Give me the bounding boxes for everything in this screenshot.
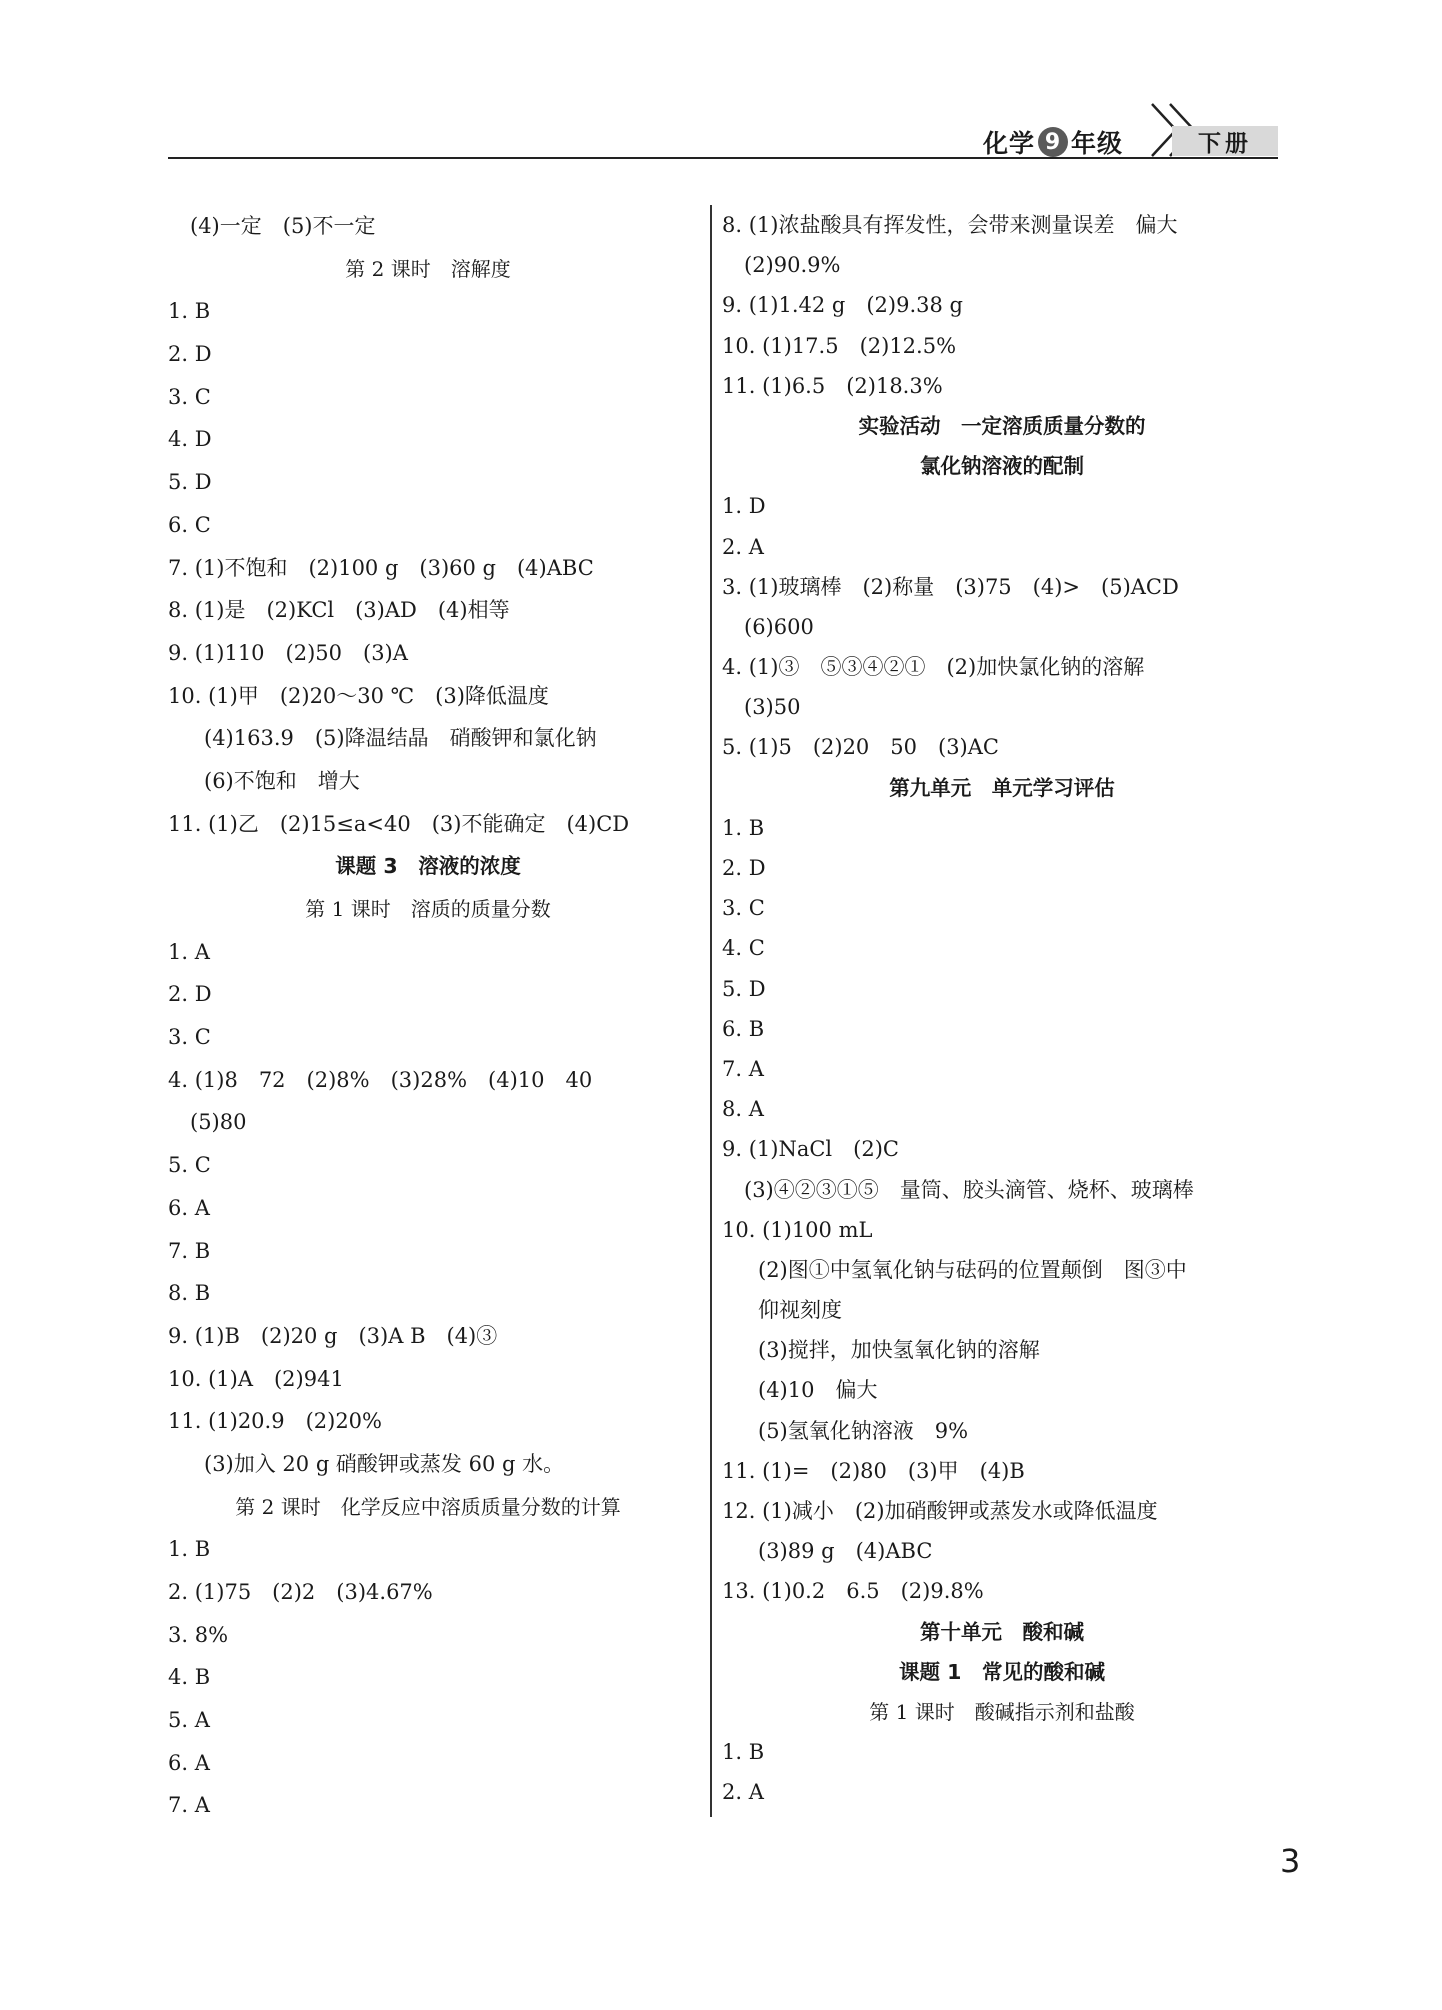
answer-line: (6)600 <box>744 614 814 639</box>
answer-line: 4. (1)③ ⑤③④②① (2)加快氯化钠的溶解 <box>722 655 1145 680</box>
answer-line: 9. (1)NaCl (2)C <box>722 1137 899 1162</box>
answer-line: (5)80 <box>190 1110 247 1135</box>
section-heading: 第十单元 酸和碱 <box>920 1619 1084 1644</box>
answer-line: (4)一定 (5)不一定 <box>190 214 376 238</box>
answer-line: 8. B <box>168 1281 211 1306</box>
answer-line: 6. A <box>168 1750 210 1775</box>
lesson-heading: 第 2 课时 化学反应中溶质质量分数的计算 <box>235 1494 621 1519</box>
answer-line: (4)163.9 (5)降温结晶 硝酸钾和氯化钠 <box>204 726 597 751</box>
answer-line: 1. B <box>722 1740 765 1765</box>
answer-line: 3. C <box>168 384 211 409</box>
answer-line: 2. (1)75 (2)2 (3)4.67% <box>168 1580 433 1604</box>
answer-line: 2. D <box>168 342 212 367</box>
answer-line: (3)加入 20 g 硝酸钾或蒸发 60 g 水。 <box>204 1451 565 1476</box>
answer-line: 12. (1)减小 (2)加硝酸钾或蒸发水或降低温度 <box>722 1499 1158 1523</box>
subject-label: 化学 <box>983 129 1036 158</box>
answer-line: 4. (1)8 72 (2)8% (3)28% (4)10 40 <box>168 1067 593 1092</box>
answer-line: 3. C <box>168 1025 211 1050</box>
answer-line: 10. (1)100 mL <box>722 1217 873 1242</box>
answer-line: 3. (1)玻璃棒 (2)称量 (3)75 (4)> (5)ACD <box>722 574 1179 599</box>
answer-line: 8. (1)是 (2)KCl (3)AD (4)相等 <box>168 598 510 623</box>
answer-line: 2. A <box>722 534 764 559</box>
answer-line: 11. (1)6.5 (2)18.3% <box>722 373 943 398</box>
answer-line: (2)图①中氢氧化钠与砝码的位置颠倒 图③中 <box>758 1257 1187 1282</box>
answer-line: 8. (1)浓盐酸具有挥发性，会带来测量误差 偏大 <box>722 213 1178 237</box>
volume-tab: 下册 <box>1172 126 1278 156</box>
answer-line: 10. (1)甲 (2)20～30 ℃ (3)降低温度 <box>168 683 549 708</box>
answer-line: 4. C <box>722 936 765 961</box>
answer-line: 2. D <box>168 982 212 1007</box>
answer-line: 6. C <box>168 512 211 537</box>
section-heading: 氯化钠溶液的配制 <box>920 454 1084 479</box>
answer-line: 6. B <box>722 1016 765 1041</box>
answer-line: (6)不饱和 增大 <box>204 768 360 793</box>
answer-line: 5. C <box>168 1153 211 1178</box>
answer-line: 4. D <box>168 427 212 452</box>
answer-line: (3)搅拌，加快氢氧化钠的溶解 <box>758 1338 1040 1363</box>
left-answer-column <box>168 205 688 1827</box>
answer-line: 8. A <box>722 1097 764 1122</box>
answer-line: (4)10 偏大 <box>758 1378 878 1403</box>
section-heading: 实验活动 一定溶质质量分数的 <box>858 413 1146 438</box>
answer-line: (2)90.9% <box>744 253 841 278</box>
answer-line: 10. (1)A (2)941 <box>168 1366 344 1391</box>
answer-line: 1. D <box>722 494 766 519</box>
answer-line: 11. (1)乙 (2)15≤a<40 (3)不能确定 (4)CD <box>168 811 630 836</box>
answer-line: 仰视刻度 <box>758 1298 842 1323</box>
answer-line: 3. 8% <box>168 1622 229 1647</box>
answer-line: 3. C <box>722 896 765 921</box>
page-number: 3 <box>1280 1842 1301 1880</box>
answer-line: (3)④②③①⑤ 量筒、胶头滴管、烧杯、玻璃棒 <box>744 1177 1194 1202</box>
section-heading: 第九单元 单元学习评估 <box>889 775 1115 800</box>
answer-line: 9. (1)B (2)20 g (3)A B (4)③ <box>168 1323 498 1348</box>
answer-line: 1. B <box>168 1537 211 1562</box>
answer-line: 11. (1)20.9 (2)20% <box>168 1409 382 1434</box>
lesson-heading: 第 1 课时 溶质的质量分数 <box>305 897 551 921</box>
answer-line: (5)氢氧化钠溶液 9% <box>758 1418 969 1443</box>
answer-line: 1. B <box>722 815 765 840</box>
answer-line: 2. D <box>722 856 766 880</box>
answer-line: 5. (1)5 (2)20 50 (3)AC <box>722 735 999 760</box>
answer-line: 1. B <box>168 299 211 324</box>
answer-line: 11. (1)= (2)80 (3)甲 (4)B <box>722 1458 1025 1483</box>
answer-line: 4. B <box>168 1665 211 1690</box>
answer-line: 6. A <box>168 1195 210 1220</box>
answer-line: (3)50 <box>744 695 801 720</box>
answer-line: 2. A <box>722 1780 764 1805</box>
section-heading: 课题 3 溶液的浓度 <box>335 854 521 879</box>
answer-line: 5. D <box>168 470 212 495</box>
column-divider <box>710 205 712 1817</box>
answer-line: 9. (1)110 (2)50 (3)A <box>168 640 408 665</box>
answer-line: 7. A <box>168 1793 210 1818</box>
lesson-heading: 第 2 课时 溶解度 <box>345 256 511 281</box>
grade-badge: 9 <box>1038 127 1068 157</box>
answer-line: 1. A <box>168 939 210 964</box>
lesson-heading: 第 1 课时 酸碱指示剂和盐酸 <box>869 1699 1135 1724</box>
answer-line: 7. A <box>722 1056 764 1081</box>
answer-line: 9. (1)1.42 g (2)9.38 g <box>722 293 963 318</box>
answer-line: 7. (1)不饱和 (2)100 g (3)60 g (4)ABC <box>168 555 594 580</box>
answer-line: 7. B <box>168 1238 211 1263</box>
grade-label: 年级 <box>1071 129 1124 158</box>
book-title <box>983 124 1123 160</box>
answer-line: (3)89 g (4)ABC <box>758 1539 933 1564</box>
section-heading: 课题 1 常见的酸和碱 <box>899 1659 1105 1684</box>
answer-line: 10. (1)17.5 (2)12.5% <box>722 333 957 358</box>
answer-line: 5. A <box>168 1708 210 1733</box>
answer-line: 13. (1)0.2 6.5 (2)9.8% <box>722 1579 984 1604</box>
answer-line: 5. D <box>722 976 766 1001</box>
right-answer-column <box>722 205 1282 1813</box>
